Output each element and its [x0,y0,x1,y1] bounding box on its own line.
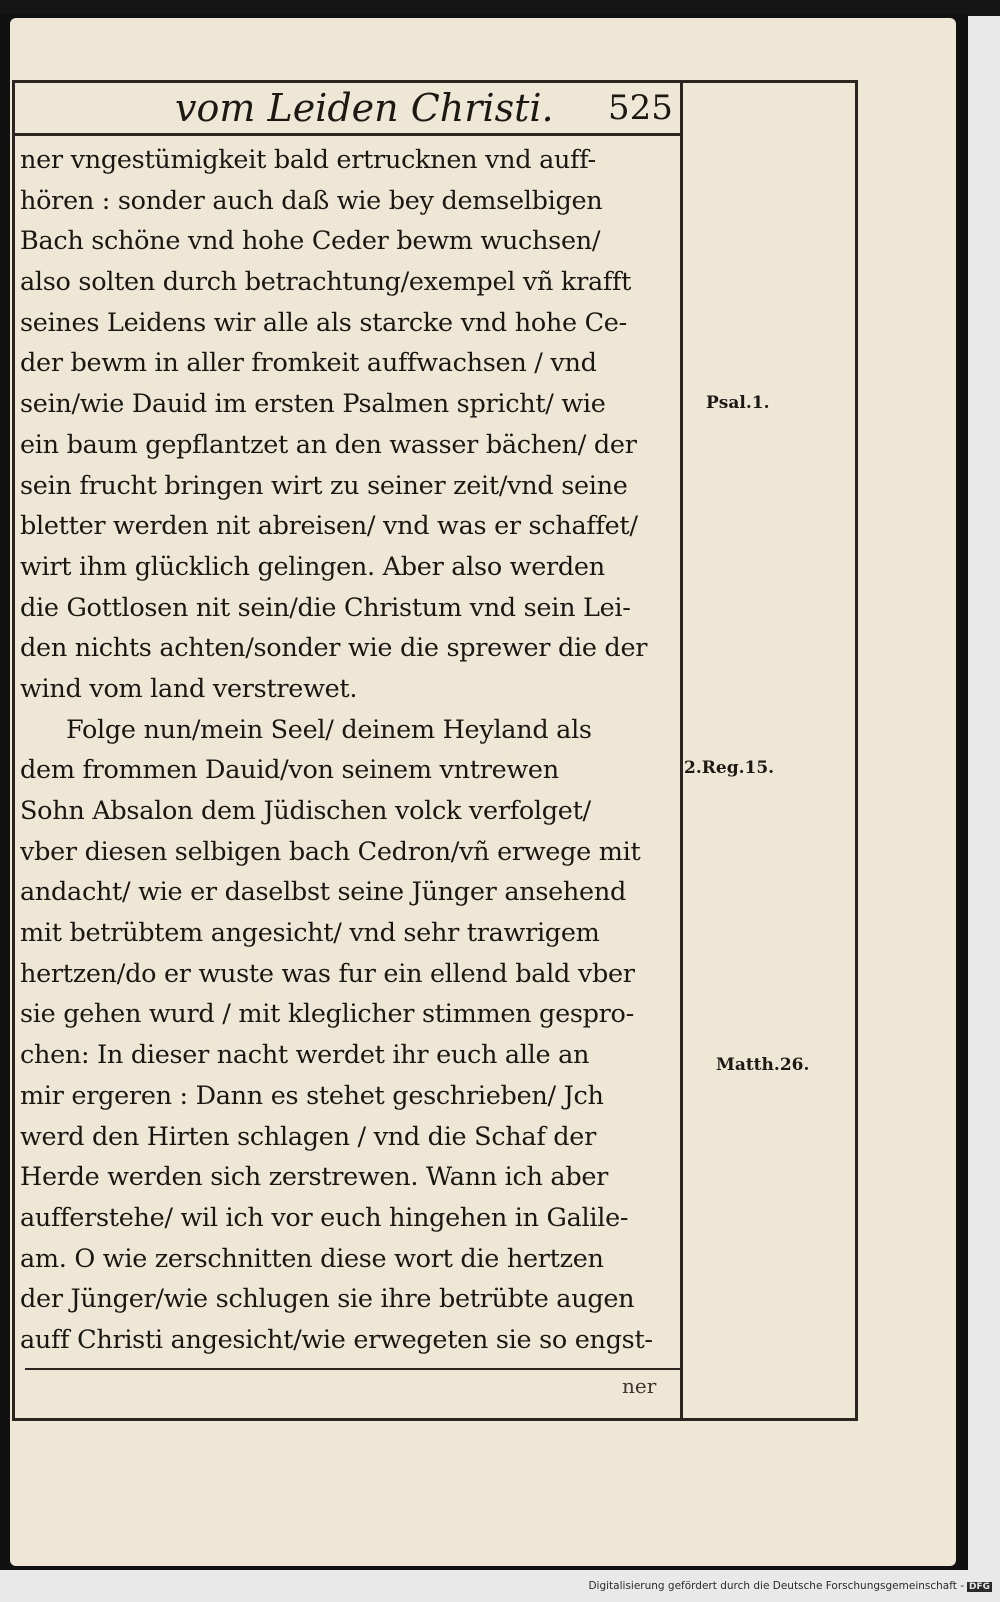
running-head: vom Leiden Christi. [175,86,554,130]
text-line: der Jünger/wie schlugen sie ihre betrübte augen [20,1284,635,1315]
page-number: 525 [608,88,673,128]
text-line: seines Leidens wir alle als starcke vnd hohe Ce- [20,307,627,338]
text-line: werd den Hirten schlagen / vnd die Schaf der [20,1121,596,1152]
text-line: Sohn Absalon dem Jüdischen volck verfolget/ [20,796,591,826]
text-line: mir ergeren : Dann es stehet geschrieben/ Jch [20,1080,604,1111]
text-line: andacht/ wie er daselbst seine Jünger ansehend [20,877,626,908]
catchword: ner [622,1374,657,1398]
text-line: vber diesen selbigen bach Cedron/vñ erwege mit [20,836,641,867]
text-line: bletter werden nit abreisen/ vnd was er schaffet/ [20,511,638,542]
text-line: Bach schöne vnd hohe Ceder bewm wuchsen/ [20,226,601,257]
margin-note-reg: 2.Reg.15. [684,758,775,778]
digitization-credit [588,1580,992,1592]
body-text [20,140,676,1361]
text-line: aufferstehe/ wil ich vor euch hingehen in Galile- [20,1202,629,1233]
text-line: also solten durch betrachtung/exempel vñ krafft [20,267,632,298]
text-line: Herde werden sich zerstrewen. Wann ich aber [20,1162,609,1193]
footer-rule [25,1368,680,1370]
text-line: den nichts achten/sonder wie die sprewer die der [20,633,648,664]
text-line: der bewm in aller fromkeit auffwachsen / vnd [20,348,597,379]
text-line: die Gottlosen nit sein/die Christum vnd sein Lei- [20,592,631,623]
text-line: mit betrübtem angesicht/ vnd sehr trawrigem [20,918,600,949]
text-line: chen: In dieser nacht werdet ihr euch alle an [20,1040,590,1071]
text-line: am. O wie zerschnitten diese wort die hertzen [20,1243,604,1274]
text-line: auff Christi angesicht/wie erwegeten sie so engst- [20,1324,653,1355]
text-line: hören : sonder auch daß wie bey demselbigen [20,185,603,216]
text-line: hertzen/do er wuste was fur ein ellend bald vber [20,958,635,989]
margin-column-rule [680,80,683,1418]
dfg-logo: DFG [968,1582,990,1592]
text-line: wind vom land verstrewet. [20,673,358,704]
text-line: sie gehen wurd / mit kleglicher stimmen gespro- [20,999,634,1030]
text-line-indented: Folge nun/mein Seel/ deinem Heyland als [66,714,592,745]
margin-note-psalm: Psal.1. [706,393,770,413]
text-line: wirt ihm glücklich gelingen. Aber also werden [20,551,605,582]
text-line: ein baum gepflantzet an den wasser bächen/ der [20,429,637,460]
text-line: sein/wie Dauid im ersten Psalmen spricht/ wie [20,389,606,420]
text-line: dem frommen Dauid/von seinem vntrewen [20,755,559,786]
text-line: ner vngestümigkeit bald ertrucknen vnd auff- [20,145,596,175]
margin-note-matth: Matth.26. [716,1055,810,1075]
text-line: sein frucht bringen wirt zu seiner zeit/vnd seine [20,470,628,501]
header-rule [12,133,680,136]
credit-text: Digitalisierung gefördert durch die Deutsche Forschungsgemeinschaft - [588,1580,964,1592]
